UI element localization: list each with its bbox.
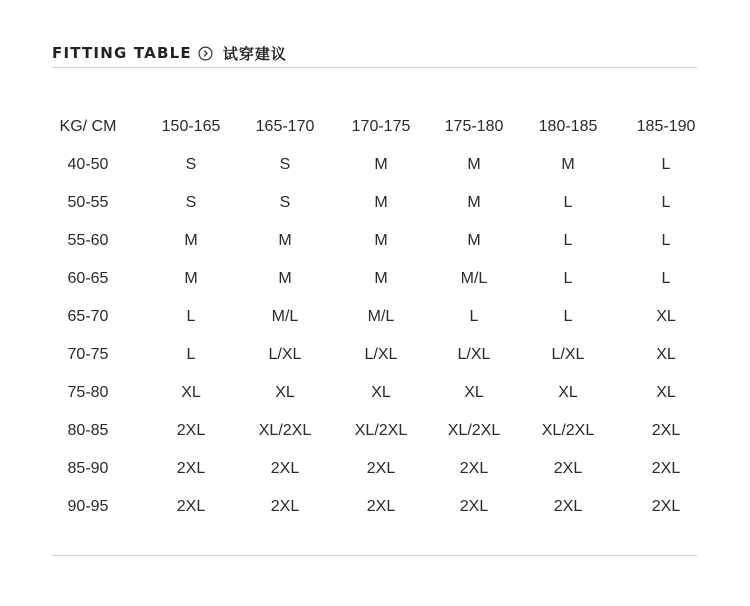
size-cell: XL xyxy=(558,384,578,401)
row-label: 40-50 xyxy=(67,156,109,173)
size-cell: XL/2XL xyxy=(541,422,595,439)
row-label: 80-85 xyxy=(67,422,109,439)
size-cell: 2XL xyxy=(176,498,206,515)
size-cell: 2XL xyxy=(270,460,300,477)
table-row xyxy=(0,298,750,336)
row-label: 75-80 xyxy=(67,384,109,401)
size-cell: 2XL xyxy=(651,422,681,439)
chevron-right-circle-icon xyxy=(198,46,213,61)
size-cell: S xyxy=(279,194,291,211)
size-cell: M xyxy=(467,156,481,173)
size-cell: L xyxy=(563,194,573,211)
size-cell: XL xyxy=(275,384,295,401)
table-row xyxy=(0,336,750,374)
size-cell: M xyxy=(467,194,481,211)
size-cell: 2XL xyxy=(270,498,300,515)
size-cell: L xyxy=(661,232,671,249)
size-cell: 2XL xyxy=(366,460,396,477)
table-row xyxy=(0,260,750,298)
row-label: 85-90 xyxy=(67,460,109,477)
size-cell: XL xyxy=(181,384,201,401)
table-row xyxy=(0,488,750,526)
page-header xyxy=(52,41,287,65)
size-cell: 2XL xyxy=(176,460,206,477)
size-cell: L xyxy=(661,194,671,211)
table-row xyxy=(0,450,750,488)
row-label: 70-75 xyxy=(67,346,109,363)
page-subtitle: 试穿建议 xyxy=(222,44,287,63)
table-row xyxy=(0,222,750,260)
row-label: 90-95 xyxy=(67,498,109,515)
size-cell: L xyxy=(186,346,196,363)
size-cell: M xyxy=(184,270,198,287)
size-cell: M/L xyxy=(271,308,299,325)
size-cell: M/L xyxy=(367,308,395,325)
size-cell: L/XL xyxy=(364,346,398,363)
size-cell: L/XL xyxy=(268,346,302,363)
column-header: 175-180 xyxy=(444,118,504,135)
size-cell: M xyxy=(374,156,388,173)
row-label: 50-55 xyxy=(67,194,109,211)
top-divider xyxy=(52,67,697,68)
size-cell: XL xyxy=(656,346,676,363)
size-cell: XL/2XL xyxy=(354,422,408,439)
size-cell: L xyxy=(469,308,479,325)
size-cell: 2XL xyxy=(651,460,681,477)
size-cell: L/XL xyxy=(457,346,491,363)
size-cell: 2XL xyxy=(176,422,206,439)
size-cell: L xyxy=(563,270,573,287)
header-row xyxy=(0,108,750,146)
size-cell: XL xyxy=(656,308,676,325)
bottom-divider xyxy=(52,555,697,556)
size-cell: S xyxy=(279,156,291,173)
column-header: 170-175 xyxy=(351,118,411,135)
size-cell: M/L xyxy=(460,270,488,287)
column-header: 165-170 xyxy=(255,118,315,135)
size-cell: XL xyxy=(371,384,391,401)
size-cell: XL xyxy=(464,384,484,401)
size-cell: 2XL xyxy=(459,498,489,515)
size-cell: S xyxy=(185,156,197,173)
size-cell: M xyxy=(467,232,481,249)
table-row xyxy=(0,374,750,412)
row-label: 55-60 xyxy=(67,232,109,249)
size-cell: XL/2XL xyxy=(447,422,501,439)
size-cell: 2XL xyxy=(553,498,583,515)
table-row xyxy=(0,184,750,222)
size-cell: M xyxy=(278,270,292,287)
column-header: 180-185 xyxy=(538,118,598,135)
row-label: 60-65 xyxy=(67,270,109,287)
size-cell: XL/2XL xyxy=(258,422,312,439)
size-cell: M xyxy=(374,270,388,287)
page-title: FITTING TABLE xyxy=(52,44,192,62)
size-cell: XL xyxy=(656,384,676,401)
size-cell: 2XL xyxy=(459,460,489,477)
size-cell: L xyxy=(661,156,671,173)
size-cell: L/XL xyxy=(551,346,585,363)
size-cell: M xyxy=(184,232,198,249)
size-cell: 2XL xyxy=(553,460,583,477)
size-cell: L xyxy=(563,308,573,325)
size-cell: M xyxy=(278,232,292,249)
size-cell: 2XL xyxy=(366,498,396,515)
size-cell: L xyxy=(563,232,573,249)
corner-label: KG/ CM xyxy=(59,118,117,135)
table-row xyxy=(0,412,750,450)
row-label: 65-70 xyxy=(67,308,109,325)
size-cell: L xyxy=(661,270,671,287)
column-header: 185-190 xyxy=(636,118,696,135)
size-cell: M xyxy=(374,194,388,211)
size-cell: M xyxy=(561,156,575,173)
table-row xyxy=(0,146,750,184)
size-cell: S xyxy=(185,194,197,211)
fitting-table xyxy=(0,108,750,526)
size-cell: L xyxy=(186,308,196,325)
size-cell: M xyxy=(374,232,388,249)
size-cell: 2XL xyxy=(651,498,681,515)
column-header: 150-165 xyxy=(161,118,221,135)
